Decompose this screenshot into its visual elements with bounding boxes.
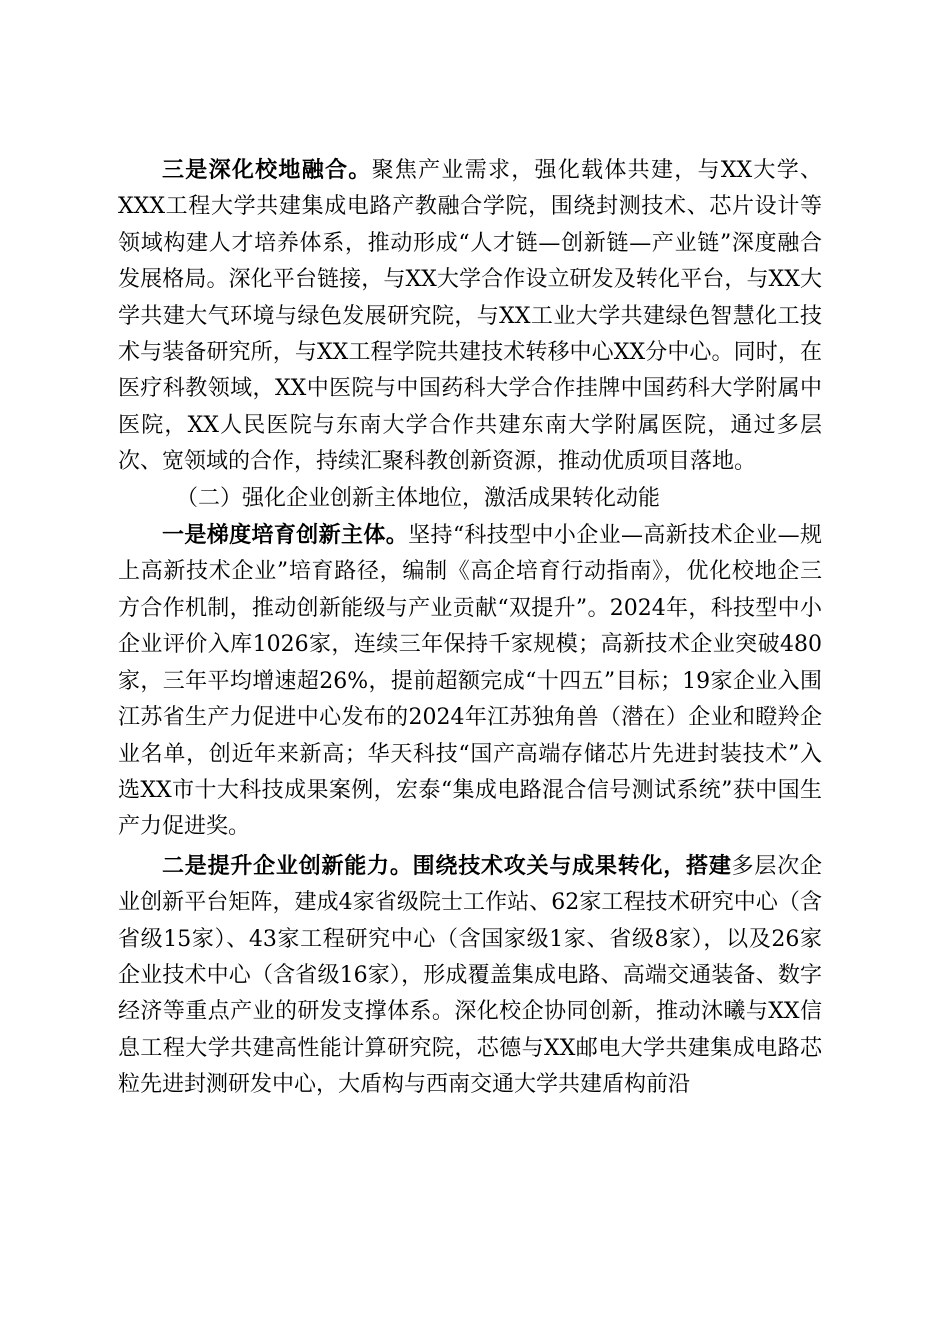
section-heading: （二）强化企业创新主体地位，激活成果转化动能 — [176, 485, 661, 511]
paragraph-deepen-school-local-integration — [118, 152, 822, 481]
paragraph-text: 多层次企业创新平台矩阵，建成4家省级院士工作站、62家工程技术研究中心（含省级15家）、43家工程研究中心（含国家级1家、省级8家），以及26家企业技术中心（含省级16家），形成覆盖集成电路、高端交通装备、数字经济等重点产业的研发支撑体系。深化校企协同创新，推动沐曦与XX信息工程大学共建高性能计算研究院，芯德与XX邮电大学共建集成电路芯粒先进封测研发中心，大盾构与西南交通大学共建盾构前沿 — [118, 853, 822, 1098]
paragraph-enhance-innovation-capacity — [118, 848, 822, 1104]
document-body — [118, 152, 822, 1104]
paragraph-text: 坚持“科技型中小企业—高新技术企业—规上高新技术企业”培育路径，编制《高企培育行动指南》，优化校地企三方合作机制，推动创新能级与产业贡献“双提升”。2024年，科技型中小企业评价入库1026家，连续三年保持千家规模；高新技术企业突破480家，三年平均增速超26%，提前超额完成“十四五”目标；19家企业入围江苏省生产力促进中心发布的2024年江苏独角兽（潜在）企业和瞪羚企业名单，创近年来新高；华天科技“国产高端存储芯片先进封装技术”入选XX市十大科技成果案例，宏泰“集成电路混合信号测试系统”获中国生产力促进奖。 — [118, 523, 822, 840]
paragraph-lead: 三是深化校地融合。 — [162, 157, 372, 183]
paragraph-lead: 一是梯度培育创新主体。 — [162, 522, 409, 549]
paragraph-text: 聚焦产业需求，强化载体共建，与XX大学、XXX工程大学共建集成电路产教融合学院，围绕封测技术、芯片设计等领域构建人才培养体系，推动形成“人才链—创新链—产业链”深度融合发展格局。深化平台链接，与XX大学合作设立研发及转化平台，与XX大学共建大气环境与绿色发展研究院，与XX工业大学共建绿色智慧化工技术与装备研究所，与XX工程学院共建技术转移中心XX分中心。同时，在医疗科教领域，XX中医院与中国药科大学合作挂牌中国药科大学附属中医院，XX人民医院与东南大学合作共建东南大学附属医院，通过多层次、宽领域的合作，持续汇聚科教创新资源，推动优质项目落地。 — [118, 158, 822, 475]
paragraph-gradient-cultivation — [118, 517, 822, 846]
paragraph-lead: 二是提升企业创新能力。围绕技术攻关与成果转化，搭建 — [162, 852, 732, 879]
